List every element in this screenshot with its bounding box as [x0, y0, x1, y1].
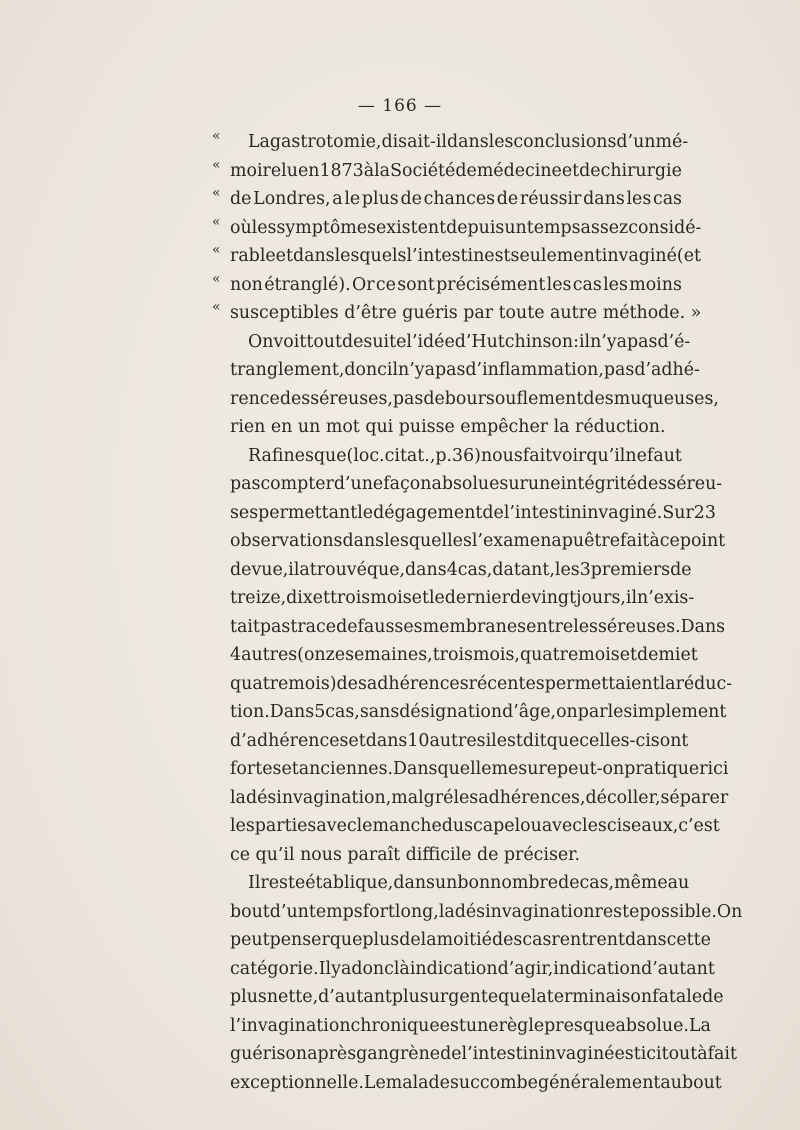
text-line [230, 841, 682, 870]
text-line-content: Rafinesque (loc. citat., p. 36) nous fait voir qu’il ne faut [248, 445, 682, 466]
text-line [212, 299, 702, 328]
text-line-content: La gastrotomie, disait-il dans les conclusions d’un mé- [248, 132, 689, 152]
text-line [212, 213, 702, 243]
text-line-content: susceptibles d’être guéris par toute autre méthode. » [230, 303, 702, 323]
text-line-content: bout d’un temps fort long, la désinvagination reste possible. On [230, 901, 743, 922]
quote-mark: « [212, 213, 221, 230]
text-line-content: les parties avec le manche du scapel ou avec les ciseaux, c’est [230, 816, 720, 836]
text-line [230, 470, 723, 499]
text-line [212, 242, 701, 271]
text-line [230, 584, 695, 613]
text-line [230, 755, 729, 784]
text-line [230, 955, 715, 984]
text-line [230, 983, 724, 1012]
text-line-content: moire lu en 1873 à la Société de médecine et de chirurgie [230, 160, 682, 181]
text-line [230, 556, 692, 585]
text-line-content: l’invagination chronique est une règle presque absolue. La [230, 1015, 711, 1036]
text-line-content: de vue, il a trouvé que, dans 4 cas, datant, les 3 premiers de [230, 559, 692, 580]
text-line-content: ce qu’il nous paraît difficile de préciser. [230, 844, 581, 865]
text-line [212, 128, 689, 157]
text-line-content: observations dans lesquelles l’examen a pu être fait à ce point [230, 531, 726, 551]
page-number: — 166 — [357, 96, 443, 116]
text-line [230, 784, 729, 813]
text-line [230, 499, 716, 528]
text-line [212, 185, 682, 214]
text-line [230, 1040, 737, 1069]
text-line [230, 413, 682, 442]
text-line [230, 442, 682, 471]
text-line-content: rien en un mot qui puisse empêcher la réduction. [230, 417, 666, 437]
text-line-content: guérison après gangrène de l’intestin invaginé est ici tout à fait [230, 1044, 737, 1064]
text-line-content: quatre mois) des adhérences récentes permettaient la réduc- [230, 673, 733, 694]
text-line [230, 869, 690, 898]
text-line [230, 698, 727, 727]
text-line-content: Il reste établi que, dans un bon nombre de cas, même au [248, 873, 690, 893]
text-line [230, 812, 720, 841]
text-line-content: où les symptômes existent depuis un temps assez considé- [230, 217, 702, 238]
text-line [212, 156, 682, 186]
text-line-content: tranglement, donc il n’y a pas d’inflammation, pas d’adhé- [230, 360, 700, 380]
text-line-content: tion. Dans 5 cas, sans désignation d’âge, on parle simplement [230, 702, 727, 722]
text-line-content: catégorie. Il y a donc là indication d’agir, indication d’autant [230, 958, 715, 979]
text-line [230, 898, 743, 927]
text-line [230, 527, 726, 556]
text-line [230, 1069, 722, 1098]
quote-mark: « [212, 270, 221, 287]
text-line [230, 670, 733, 699]
text-line [230, 641, 698, 670]
text-line [230, 356, 700, 385]
quote-mark: « [212, 185, 221, 201]
text-line [230, 926, 711, 955]
text-line-content: non étranglé). Or ce sont précisément les cas les moins [230, 274, 682, 295]
text-line-content: treize, dix et trois mois et le dernier de vingt jours, il n’exis- [230, 588, 695, 608]
quote-mark: « [212, 242, 221, 258]
text-line-content: la désinvagination, malgré les adhérences, décoller, séparer [230, 787, 729, 808]
quote-mark: « [212, 156, 221, 173]
text-line [230, 727, 689, 756]
text-line-content: tait pas trace de fausses membranes entre les séreuses. Dans [230, 616, 726, 637]
quote-mark: « [212, 128, 221, 144]
quote-mark: « [212, 299, 221, 315]
text-line [230, 1012, 711, 1041]
text-line-content: ses permettant le dégagement de l’intestin invaginé. Sur 23 [230, 502, 716, 523]
body-text [212, 128, 743, 1097]
text-line-content: pas compter d’une façon absolue sur une intégrité des séreu- [230, 474, 723, 494]
text-line-content: rence des séreuses, pas de boursouflement des muqueuses, [230, 388, 719, 409]
text-line-content: de Londres, a le plus de chances de réussir dans les cas [230, 189, 682, 209]
text-line-content: peut penser que plus de la moitié des cas rentrent dans cette [230, 930, 711, 950]
text-line [230, 385, 719, 414]
text-line-content: exceptionnelle. Le malade succombe généralement au bout [230, 1072, 722, 1093]
text-line [230, 328, 691, 357]
text-line [230, 613, 726, 642]
text-line [212, 270, 682, 300]
text-line-content: 4 autres (onze semaines, trois mois, quatre mois et demi et [230, 645, 698, 665]
text-line-content: On voit tout de suite l’idée d’Hutchinson : il n’y a pas d’é- [248, 331, 691, 352]
text-line-content: rable et dans lesquels l’intestin est seulement invaginé (et [230, 246, 701, 266]
text-line-content: d’adhérences et dans 10 autres il est dit que celles-ci sont [230, 730, 689, 751]
text-line-content: fortes et anciennes. Dans quelle mesure peut-on pratiquer ici [230, 759, 729, 779]
text-line-content: plus nette, d’autant plus urgente que la terminaison fatale de [230, 987, 724, 1007]
